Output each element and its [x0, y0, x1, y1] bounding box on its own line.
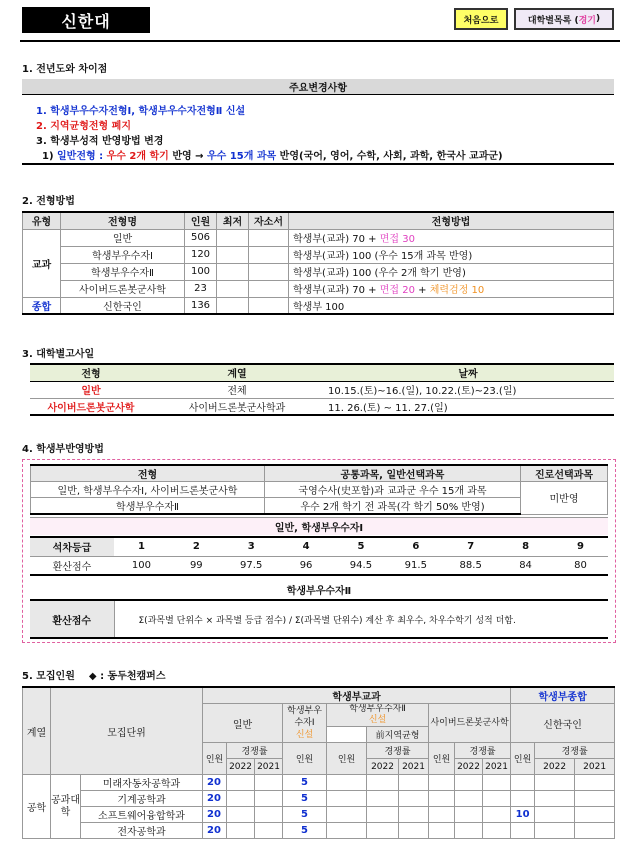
grade-cell: 1	[114, 537, 169, 556]
row-count: 136	[185, 297, 217, 314]
detail-prefix: 1)	[42, 151, 58, 162]
count-label: 인원	[429, 743, 455, 775]
section2-heading: 2. 전형방법	[22, 196, 75, 207]
university-list-label: 대학별목록 (	[527, 15, 579, 26]
table-row	[31, 482, 608, 498]
row-name: 신한국인	[61, 297, 185, 314]
row-count: 100	[185, 263, 217, 280]
row-name: 학생부우수자Ⅰ	[61, 246, 185, 263]
grade-label: 석차등급	[30, 537, 114, 556]
score-cell: 94.5	[334, 556, 389, 575]
col-essay: 자소서	[249, 212, 289, 229]
table-row: 전자공학과 20 5	[23, 823, 615, 839]
career-value: 미반영	[521, 482, 608, 515]
count-label: 인원	[327, 743, 367, 775]
woosu2-subtitle: 학생부우수자Ⅱ	[286, 585, 352, 597]
row-method: 학생부(교과) 70 + 면접 20 + 체력검정 10	[289, 280, 614, 297]
page-title: 신한대	[22, 7, 150, 33]
unit-name: 소프트웨어융합학과	[81, 807, 203, 823]
score-cell: 96	[279, 556, 334, 575]
unit-name: 전자공학과	[81, 823, 203, 839]
grade-cell: 4	[279, 537, 334, 556]
col-type: 유형	[23, 212, 61, 229]
detail-old: 우수 2개 학기	[106, 151, 169, 162]
count-label: 인원	[283, 743, 327, 775]
grade-cell: 9	[553, 537, 608, 556]
grade-score-table	[30, 536, 608, 576]
group-gyogwa: 학생부교과	[203, 687, 511, 704]
comp-label: 경쟁률	[227, 743, 283, 759]
score-cell: 100	[114, 556, 169, 575]
row-method: 학생부(교과) 100 (우수 2개 학기 반영)	[289, 263, 614, 280]
score-label: 환산점수	[30, 556, 114, 575]
col-common: 공통과목, 일반선택과목	[265, 465, 521, 482]
grade-cell: 5	[334, 537, 389, 556]
detail-subjects: 반영(국어, 영어, 수학, 사회, 과학, 한국사 교과군)	[276, 151, 503, 162]
col-method: 전형방법	[289, 212, 614, 229]
col-minimum: 최저	[217, 212, 249, 229]
table-row: 소프트웨어융합학과 20 5 10	[23, 807, 615, 823]
type-jonghap: 종합	[23, 297, 61, 314]
grade-cell: 3	[224, 537, 279, 556]
row-type: 일반	[30, 381, 152, 398]
row-type: 일반, 학생부우수자Ⅰ, 사이버드론봇군사학	[31, 482, 265, 498]
table-row: 기계공학과 20 5	[23, 791, 615, 807]
detail-ilban: 일반전형 :	[57, 151, 107, 162]
row-field: 사이버드론봇군사학과	[152, 398, 322, 415]
row-method: 학생부(교과) 100 (우수 15개 과목 반영)	[289, 246, 614, 263]
comp-label: 경쟁률	[535, 743, 615, 759]
woosu2-score-table	[30, 599, 608, 639]
score-cell: 99	[169, 556, 224, 575]
row-field: 전체	[152, 381, 322, 398]
cat-woosu1: 학생부우수자Ⅰ 신설	[283, 704, 327, 743]
exam-date-table	[30, 363, 614, 416]
table-row	[23, 280, 614, 297]
score-cell: 97.5	[224, 556, 279, 575]
unit-name: 미래자동차공학과	[81, 775, 203, 791]
university-list-button[interactable]	[514, 8, 614, 30]
col-career: 진로선택과목	[521, 465, 608, 482]
grade-subtitle: 일반, 학생부우수자Ⅰ	[30, 517, 608, 535]
section3-heading: 3. 대학별고사일	[22, 349, 95, 360]
detail-new: 우수 15개 과목	[207, 151, 277, 162]
grade-cell: 6	[388, 537, 443, 556]
change-item-2: 2. 지역균형전형 폐지	[36, 121, 131, 132]
cat-cyber: 사이버드론봇군사학	[429, 704, 511, 743]
row-name: 사이버드론봇군사학	[61, 280, 185, 297]
row-count: 506	[185, 229, 217, 246]
cat-ilban: 일반	[203, 704, 283, 743]
col-field: 계열	[152, 364, 322, 381]
comp-label: 경쟁률	[455, 743, 511, 759]
table-row	[23, 246, 614, 263]
change-item-3-detail	[42, 147, 503, 162]
prev-regional: 前지역균형	[367, 727, 429, 743]
region-label: 경기	[578, 15, 596, 26]
woosu2-formula: Σ(과목별 단위수 × 과목별 등급 점수) / Σ(과목별 단위수) 계산 후 최우수, 차우수학기 성적 더함.	[114, 600, 608, 638]
grade-cell: 7	[443, 537, 498, 556]
table-row	[30, 381, 614, 398]
cat-woosu2: 학생부우수자Ⅱ 신설	[327, 704, 429, 727]
row-type: 사이버드론봇군사학	[30, 398, 152, 415]
change-item-1: 1. 학생부우수자전형Ⅰ, 학생부우수자전형Ⅱ 신설	[36, 106, 246, 117]
row-type: 학생부우수자Ⅱ	[31, 498, 265, 515]
grade-cell: 8	[498, 537, 553, 556]
woosu2-label: 환산점수	[30, 600, 114, 638]
table-row	[23, 229, 614, 246]
row-subjects: 우수 2개 학기 전 과목(각 학기 50% 반영)	[265, 498, 521, 515]
group-jonghap: 학생부종합	[511, 687, 615, 704]
row-method: 학생부(교과) 70 + 면접 30	[289, 229, 614, 246]
home-button[interactable]: 처음으로	[454, 8, 508, 30]
recruitment-table: 계열 모집단위 학생부교과 학생부종합 일반 학생부우수자Ⅰ 신설 학생부우수자Ⅱ 신설 사이버드론봇군사학 신한국인 前지역균형 인원 경쟁률 인원 인원 경쟁률 인원 경쟁률 인원 경쟁률 2022 2021 2022 2021 2022 2021 2022 2021 공학 공과대학 미래자동차공학과 20 5 기계공학과 20 5 소프트웨어융합학과 20 5 10 전자공학과 20 5	[22, 686, 615, 839]
table-row	[30, 398, 614, 415]
type-gyogwa: 교과	[23, 229, 61, 297]
row-method: 학생부 100	[289, 297, 614, 314]
table-row	[23, 297, 614, 314]
college-gonggwa: 공과대학	[51, 775, 81, 839]
field-gonghak: 공학	[23, 775, 51, 839]
col-type: 전형	[30, 364, 152, 381]
row-date: 11. 26.(토) ~ 11. 27.(일)	[322, 398, 614, 415]
count-label: 인원	[511, 743, 535, 775]
row-name: 학생부우수자Ⅱ	[61, 263, 185, 280]
col-type: 전형	[31, 465, 265, 482]
campus-note: ◆ : 동두천캠퍼스	[88, 671, 166, 682]
section1-heading: 1. 전년도와 차이점	[22, 64, 108, 75]
university-list-label-end: )	[595, 14, 601, 24]
change-item-3: 3. 학생부성적 반영방법 변경	[36, 136, 164, 147]
row-name: 일반	[61, 229, 185, 246]
section5-heading: 5. 모집인원 ◆ : 동두천캠퍼스	[22, 671, 166, 682]
row-subjects: 국영수사(史포함)과 교과군 우수 15개 과목	[265, 482, 521, 498]
col-count: 인원	[185, 212, 217, 229]
col-name: 전형명	[61, 212, 185, 229]
comp-label: 경쟁률	[367, 743, 429, 759]
score-cell: 84	[498, 556, 553, 575]
score-cell: 80	[553, 556, 608, 575]
admission-method-table	[22, 211, 614, 315]
row-count: 23	[185, 280, 217, 297]
table-row	[23, 263, 614, 280]
header-divider	[20, 40, 620, 42]
row-date: 10.15.(토)~16.(일), 10.22.(토)~23.(일)	[322, 381, 614, 398]
changes-box-title: 주요변경사항	[22, 79, 614, 95]
score-cell: 88.5	[443, 556, 498, 575]
grade-cell: 2	[169, 537, 224, 556]
detail-arrow: 반영 →	[168, 151, 208, 162]
score-cell: 91.5	[388, 556, 443, 575]
count-label: 인원	[203, 743, 227, 775]
cat-hanguk: 신한국인	[511, 704, 615, 743]
table-row: 공학 공과대학 미래자동차공학과 20 5	[23, 775, 615, 791]
col-field: 계열	[23, 687, 51, 775]
col-date: 날짜	[322, 364, 614, 381]
row-count: 120	[185, 246, 217, 263]
col-unit: 모집단위	[51, 687, 203, 775]
section4-heading: 4. 학생부반영방법	[22, 444, 104, 455]
unit-name: 기계공학과	[81, 791, 203, 807]
subject-table	[30, 464, 608, 515]
